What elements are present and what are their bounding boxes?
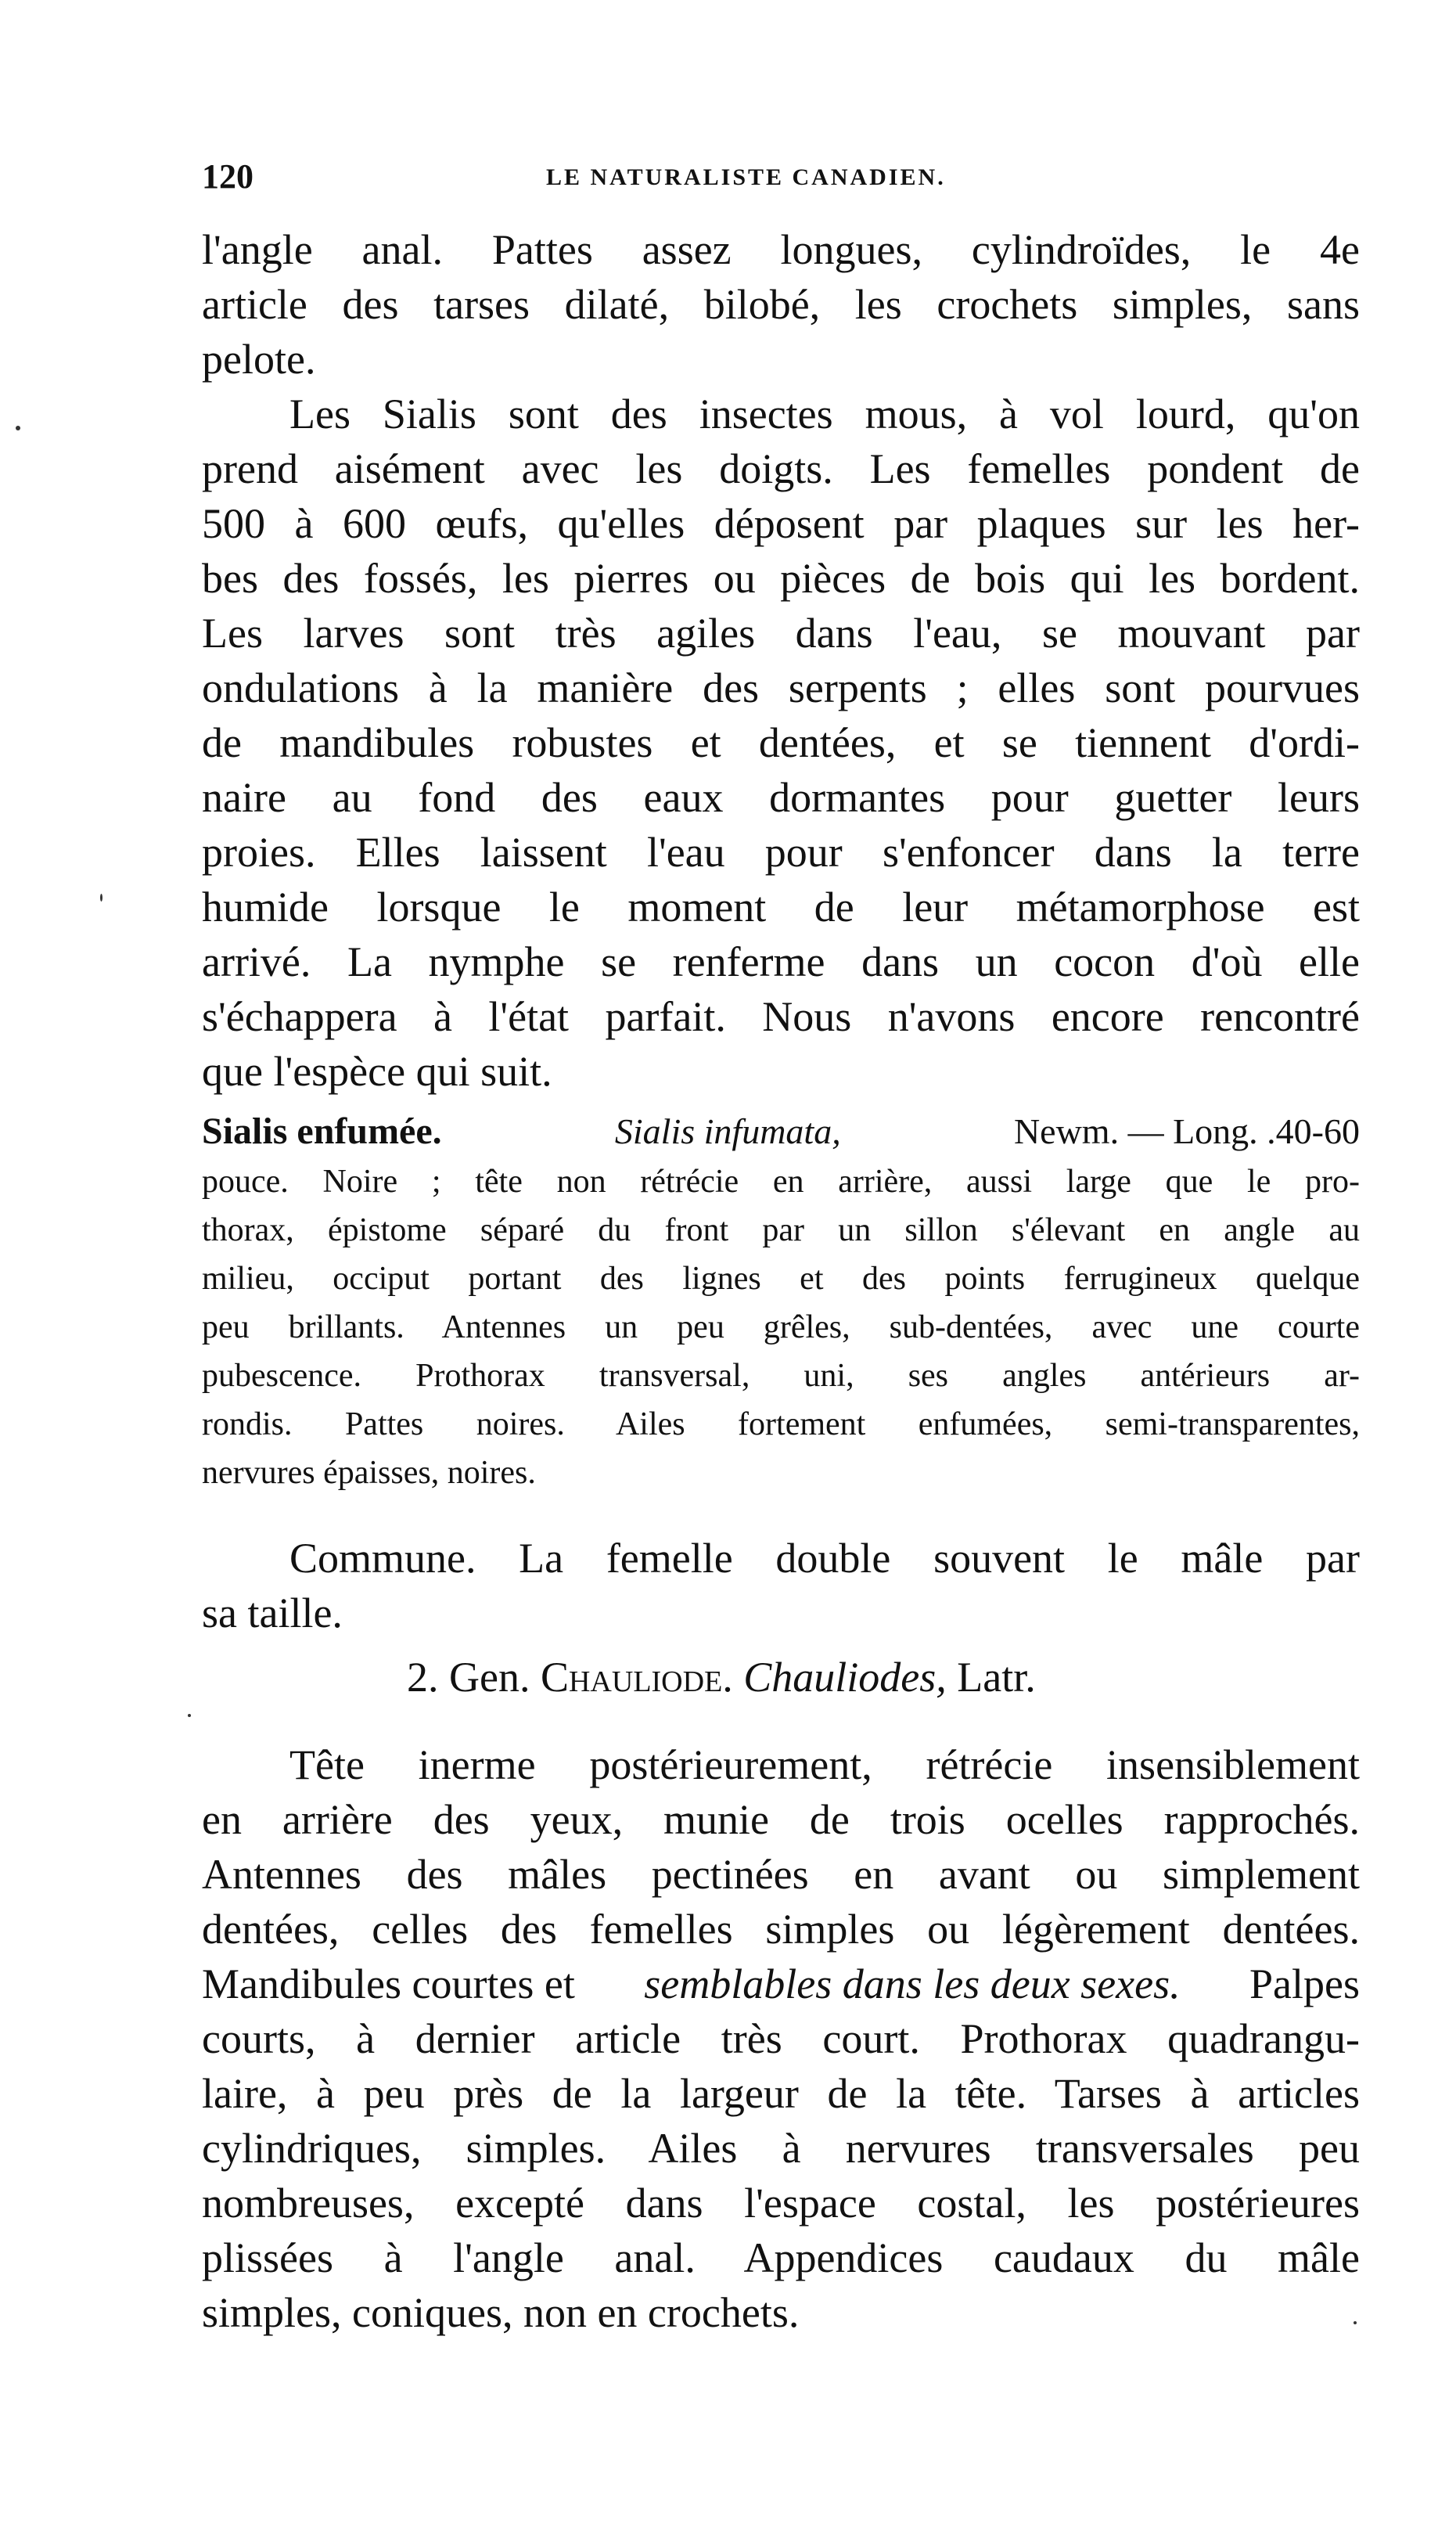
text-line: Les Sialis sont des insectes mous, à vol lourd, qu'on — [289, 391, 1360, 437]
text-line: Antennes des mâles pectinées en avant ou simplement — [202, 1851, 1360, 1898]
text-line — [202, 1960, 1360, 2008]
scan-speck — [16, 426, 20, 430]
text-line: en arrière des yeux, munie de trois ocelles rapprochés. — [202, 1796, 1360, 1843]
description-line: nervures épaisses, noires. — [202, 1455, 536, 1491]
text-segment: Palpes — [1249, 1960, 1360, 2007]
genus-heading — [407, 1653, 1036, 1701]
text-line: que l'espèce qui suit. — [202, 1048, 552, 1095]
species-authority-length: Newm. — Long. .40-60 — [1013, 1111, 1360, 1151]
scan-speck — [100, 894, 102, 902]
genus-prefix: 2. Gen. — [407, 1654, 530, 1701]
running-head: LE NATURALISTE CANADIEN. — [546, 164, 946, 190]
occurrence-line: sa taille. — [202, 1589, 343, 1636]
text-line: simples, coniques, non en crochets. — [202, 2289, 800, 2336]
text-line: Les larves sont très agiles dans l'eau, se mouvant par — [202, 610, 1360, 657]
text-line: prend aisément avec les doigts. Les femelles pondent de — [202, 445, 1360, 492]
text-line: ondulations à la manière des serpents ; elles sont pourvues — [202, 664, 1360, 711]
species-latin-name: Sialis infumata, — [614, 1111, 841, 1151]
text-line: article des tarses dilaté, bilobé, les crochets simples, sans — [202, 281, 1360, 328]
text-line: proies. Elles laissent l'eau pour s'enfoncer dans la terre — [202, 829, 1360, 876]
text-line: laire, à peu près de la largeur de la tête. Tarses à articles — [202, 2070, 1360, 2117]
text-line: 500 à 600 œufs, qu'elles déposent par plaques sur les her- — [202, 500, 1360, 547]
description-line: thorax, épistome séparé du front par un sillon s'élevant en angle au — [202, 1212, 1360, 1248]
description-line: pubescence. Prothorax transversal, uni, ses angles antérieurs ar- — [202, 1358, 1360, 1394]
text-line: s'échappera à l'état parfait. Nous n'avons encore rencontré — [202, 993, 1360, 1040]
text-line: cylindriques, simples. Ailes à nervures transversales peu — [202, 2125, 1360, 2172]
genus-latin: Chauliodes, — [743, 1654, 947, 1701]
genus-author: Latr. — [957, 1654, 1036, 1701]
page-number: 120 — [202, 157, 253, 196]
text-line: de mandibules robustes et dentées, et se tiennent d'ordi- — [202, 719, 1360, 766]
text-line: pelote. — [202, 336, 316, 383]
description-line: peu brillants. Antennes un peu grêles, sub-dentées, avec une courte — [202, 1309, 1360, 1345]
species-name: Sialis enfumée. — [202, 1111, 442, 1152]
text-segment-italic: semblables dans les deux sexes. — [644, 1960, 1181, 2007]
page-header — [202, 157, 1360, 203]
description-line: milieu, occiput portant des lignes et des points ferrugineux quelque — [202, 1261, 1360, 1297]
description-line: rondis. Pattes noires. Ailes fortement enfumées, semi-transparentes, — [202, 1406, 1360, 1442]
scan-speck — [188, 1714, 191, 1717]
species-title-line — [202, 1110, 1360, 1153]
text-line: arrivé. La nymphe se renferme dans un cocon d'où elle — [202, 938, 1360, 985]
text-line: bes des fossés, les pierres ou pièces de bois qui les bordent. — [202, 555, 1360, 602]
text-line: nombreuses, excepté dans l'espace costal, les postérieures — [202, 2180, 1360, 2227]
description-line: pouce. Noire ; tête non rétrécie en arrière, aussi large que le pro- — [202, 1164, 1360, 1200]
text-line: Tête inerme postérieurement, rétrécie insensiblement — [289, 1741, 1360, 1788]
occurrence-line: Commune. La femelle double souvent le mâle par — [289, 1535, 1360, 1582]
text-line: plissées à l'angle anal. Appendices caudaux du mâle — [202, 2234, 1360, 2281]
text-line: dentées, celles des femelles simples ou légèrement dentées. — [202, 1906, 1360, 1953]
scan-speck — [1354, 2321, 1357, 2324]
text-line: naire au fond des eaux dormantes pour guetter leurs — [202, 774, 1360, 821]
text-line: humide lorsque le moment de leur métamorphose est — [202, 884, 1360, 931]
text-line: courts, à dernier article très court. Prothorax quadrangu- — [202, 2015, 1360, 2062]
text-line: l'angle anal. Pattes assez longues, cylindroïdes, le 4e — [202, 226, 1360, 273]
text-segment: Mandibules courtes et — [202, 1960, 575, 2007]
genus-name: Chauliode. — [540, 1654, 733, 1701]
